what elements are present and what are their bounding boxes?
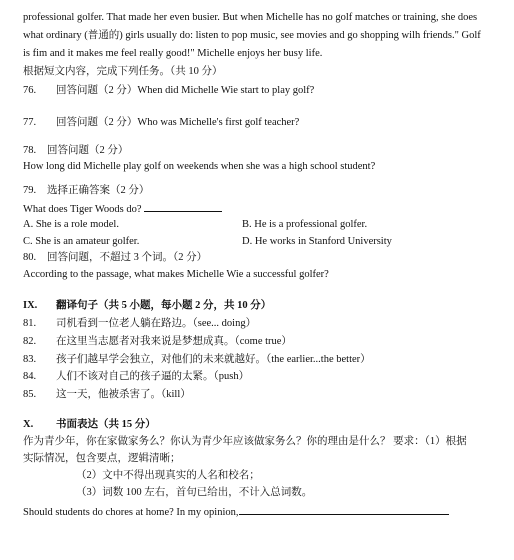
question-text: 回答问题（2 分）When did Michelle Wie start to play golf? [56,85,315,96]
section-x-heading [23,418,156,432]
answer-blank[interactable] [144,201,222,212]
question-79-text: What does Tiger Woods do? [23,204,142,215]
question-number: 77. [23,117,37,128]
writing-blank[interactable] [239,504,449,515]
writing-requirement-2: （2）文中不得出现真实的人名和校名； [76,470,260,481]
question-number: 78. [23,145,37,156]
question-77 [23,116,299,130]
option-d[interactable]: D. He works in Stanford University [242,236,392,247]
starter-text: Should students do chores at home? In my opinion, [23,507,239,518]
item-number: 84. [23,371,37,382]
item-text: 在这里当志愿者对我来说是梦想成真。（come true） [56,336,292,347]
passage-line-2: what ordinary (普通的) girls usually do: listen to pop music, see movies and go shopping wilh friends." Golf [23,30,481,41]
question-78-prompt: How long did Michelle play golf on weekends when she was a high school student? [23,161,376,172]
question-76 [23,84,314,98]
passage-line-3: is fim and it makes me feel really good!" Michelle enjoys her busy life. [23,48,323,59]
item-number: 85. [23,389,37,400]
writing-prompt-line-2: 实际情况，包含要点，逻辑清晰； [23,453,181,464]
item-text: 这一天，他被杀害了。（kill） [56,389,191,400]
task-instruction: 根据短文内容，完成下列任务。（共 10 分） [23,66,223,77]
item-text: 孩子们越早学会独立，对他们的未来就越好。（the earlier...the better） [56,354,371,365]
question-number: 80. [23,252,37,263]
translation-82 [23,335,292,349]
question-79-prompt [23,201,222,217]
section-title: 翻译句子（共 5 小题，每小题 2 分，共 10 分） [56,300,272,311]
question-78 [23,144,128,158]
translation-83 [23,353,371,367]
translation-85 [23,388,191,402]
question-text: 回答问题（2 分）Who was Michelle's first golf teacher? [56,117,300,128]
item-number: 83. [23,354,37,365]
item-text: 人们不该对自己的孩子逼的太紧。（push） [56,371,250,382]
question-number: 79. [23,185,37,196]
section-ix-heading [23,299,271,313]
question-80-prompt: According to the passage, what makes Michelle Wie a successful golfer? [23,269,329,280]
item-number: 82. [23,336,37,347]
translation-81 [23,317,256,331]
option-b[interactable]: B. He is a professional golfer. [242,219,368,230]
section-title: 书面表达（共 15 分） [56,419,156,430]
section-label: X. [23,419,34,430]
question-80 [23,251,207,265]
passage-line-1: professional golfer. That made her even busier. But when Michelle has no golf matches or training, she does [23,12,478,23]
option-c[interactable]: C. She is an amateur golfer. [23,236,140,247]
question-text: 选择正确答案（2 分） [47,185,150,196]
question-text: 回答问题（2 分） [47,145,129,156]
option-a[interactable]: A. She is a role model. [23,219,119,230]
question-text: 回答问题，不超过 3 个词。（2 分） [47,252,208,263]
writing-prompt-line-1: 作为青少年，你在家做家务么？你认为青少年应该做家务么？你的理由是什么？ 要求：（1）根据 [23,436,467,447]
item-text: 司机看到一位老人躺在路边。（see... doing） [56,318,257,329]
item-number: 81. [23,318,37,329]
question-number: 76. [23,85,37,96]
writing-requirement-3: （3）词数 100 左右，首句已给出，不计入总词数。 [76,487,313,498]
question-79 [23,184,149,198]
section-label: IX. [23,300,38,311]
writing-starter [23,504,449,520]
translation-84 [23,370,249,384]
